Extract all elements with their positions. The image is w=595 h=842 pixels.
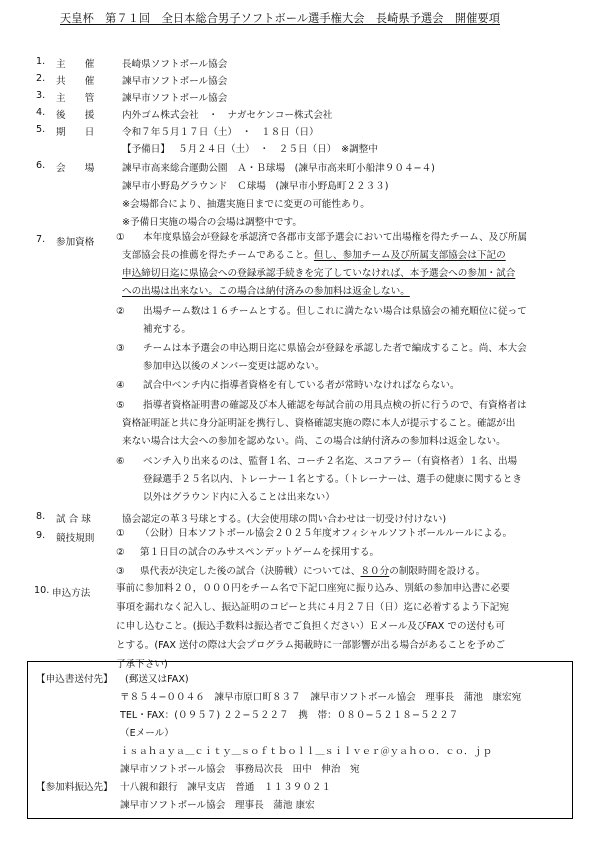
item-text: ベンチ入り出来るのは、監督１名、コーチ２名迄、スコアラー（有資格者）１名、出場 <box>143 456 518 467</box>
item-text: とする。(FAX 送付の際は大会プログラム掲載時に一部影響が出る場合があることを予めご <box>116 640 506 651</box>
section-label: 期 日 <box>56 127 95 138</box>
item-text: 来ない場合は大会への参加を認めない。尚、この場合は納付済みの参加料は返金しない。 <box>122 436 506 447</box>
item-number: ② <box>116 547 125 558</box>
item-text: （公財）日本ソフトボール協会２０２５年度オフィシャルソフトボールルールによる。 <box>140 528 513 539</box>
section-label: 主 催 <box>56 59 95 70</box>
item-number: ① <box>116 528 125 539</box>
item-text-underlined: 申込締切日迄に県協会への登録承認手続きを完了していなければ、本予選会への参加・試合 <box>122 268 516 279</box>
item-text: 指導者資格証明書の確認及び本人確認を毎試合前の用具点検の折に行うので、有資格者は <box>143 400 527 411</box>
venue-note: ※会場都合により、抽選実施日までに変更の可能性あり。 <box>122 199 370 210</box>
venue-line: 諫早市高来総合運動公園 Ａ・Ｂ球場 (諫早市高来町小船津９０４−４) <box>122 163 435 174</box>
section-label: 会 場 <box>56 163 95 174</box>
item-text: 事前に参加料２０，０００円をチーム名で下記口座宛に振り込み、別紙の参加申込書に必要 <box>116 583 510 594</box>
item-number: ④ <box>116 380 125 391</box>
item-text: 本年度県協会が登録を承認済で各郡市支部予選会において出場権を得たチーム、及び所属 <box>143 232 528 243</box>
section-value: 諫早市ソフトボール協会 <box>122 93 228 104</box>
item-number: ⑥ <box>116 456 125 467</box>
section-label: 申込方法 <box>52 588 91 599</box>
dest-contact: 諫早市ソフトボール協会 事務局次長 田中 伸治 宛 <box>120 764 360 775</box>
venue-line: 諫早市小野島グラウンド Ｃ球場 (諫早市小野島町２２３３) <box>122 181 389 192</box>
item-text: 以外はグラウンド内に入ることは出来ない） <box>143 492 335 503</box>
section-value: 令和７年５月１７日（土） ・ １８日（日） <box>122 127 319 138</box>
section-label: 共 催 <box>56 76 95 87</box>
section-label: 競技規則 <box>56 533 95 544</box>
section-number: 2. <box>36 73 46 84</box>
item-number: ③ <box>116 343 125 354</box>
item-text: チームは本予選会の申込期日迄に県協会が登録を承認した者で編成すること。尚、本大会 <box>143 343 527 354</box>
time-limit-underlined: ８０分 <box>360 566 390 577</box>
section-label: 主 管 <box>56 93 95 104</box>
dest-label: 【申込書送付先】 <box>36 674 113 685</box>
bank-account: 十八親和銀行 諫早支店 普通 １１３９０２１ <box>120 782 332 793</box>
section-number: 10. <box>34 585 50 596</box>
item-text-underlined: 但し、参加チーム及び所属支部協会は下記の <box>313 250 506 261</box>
dest-mode: (郵送又はFAX) <box>125 674 189 685</box>
section-label: 試 合 球 <box>56 514 91 525</box>
item-text-line <box>122 249 506 263</box>
item-text: に申し込むこと。(振込手数料は振込者でご負担ください）Ｅメール及びFAX での送付も可 <box>116 621 505 632</box>
section-value: 内外ゴム株式会社 ・ ナガセケンコー株式会社 <box>122 110 333 121</box>
item-text: の制限時間を設ける。 <box>389 566 486 577</box>
section-number: 5. <box>36 124 46 135</box>
document-title: 天皇杯 第７１回 全日本総合男子ソフトボール選手権大会 長崎県予選会 開催要項 <box>60 12 500 25</box>
item-text-line <box>140 565 485 579</box>
item-number: ⑤ <box>116 400 125 411</box>
item-text: 事項を漏れなく記入し、振込証明のコピーと共に４月２７日（日）迄に必着するよう下記宛 <box>116 602 509 613</box>
item-text: 試合中ベンチ内に指導者資格を有している者が常時いなければならない。 <box>143 380 460 391</box>
item-text: 出場チーム数は１６チームとする。但しこれに満たない場合は県協会の補充順位に従って <box>143 306 527 317</box>
item-text-underlined: への出場は出来ない。この場合は納付済みの参加料は返金しない。 <box>122 286 410 297</box>
item-text: 補充する。 <box>143 324 191 335</box>
section-label: 参加資格 <box>56 237 95 248</box>
account-holder: 諫早市ソフトボール協会 理事長 蒲池 康宏 <box>120 800 315 811</box>
item-text: 参加申込以後のメンバー変更は認めない。 <box>143 361 325 372</box>
section-label: 後 援 <box>56 110 95 121</box>
section-value: 長崎県ソフトボール協会 <box>122 59 228 70</box>
section-number: 1. <box>36 56 46 67</box>
reserve-day-label: 【予備日】 <box>122 144 170 155</box>
section-number: 9. <box>36 530 46 541</box>
section-number: 7. <box>36 234 46 245</box>
item-number: ① <box>116 232 125 243</box>
item-text: 了承下さい) <box>116 659 168 670</box>
email-address: ｉｓａｈａｙａ＿ｃｉｔｙ＿ｓｏｆｔｂｏｌｌ＿ｓｉｌｖｅｒ＠ｙａｈｏｏ．ｃｏ．ｊｐ <box>120 746 492 757</box>
section-number: 3. <box>36 90 46 101</box>
item-text: 第１日目の試合のみサスペンデットゲームを採用する。 <box>140 547 380 558</box>
item-number: ② <box>116 306 125 317</box>
reserve-day-value: ５月２４日（土） ・ ２５日（日） ※調整中 <box>178 144 378 155</box>
venue-note: ※予備日実施の場合の会場は調整中です。 <box>122 217 302 228</box>
email-label: （Eメール） <box>120 728 174 739</box>
fee-label: 【参加料振込先】 <box>36 782 113 793</box>
section-value: 諫早市ソフトボール協会 <box>122 76 228 87</box>
section-number: 6. <box>36 160 46 171</box>
item-text: 登録選手２５名以内、トレーナー１名とする。（トレーナーは、選手の健康に関するとき <box>143 474 522 485</box>
dest-address: 〒８５４−００４６ 諫早市原口町８３７ 諫早市ソフトボール協会 理事長 蒲池 康宏宛 <box>120 692 522 703</box>
item-number: ③ <box>116 566 125 577</box>
item-text: 県代表が決定した後の試合（決勝戦）については、 <box>140 566 361 577</box>
item-text: 支部協会長の推薦を得たチームであること。 <box>122 250 314 261</box>
section-number: 8. <box>36 511 46 522</box>
section-value: 協会認定の革３号球とする。(大会使用球の問い合わせは一切受け付けない) <box>122 514 447 525</box>
item-text: 資格証明証と共に身分証明証を携行し、資格確認実施の際に本人が提示すること。確認が出 <box>122 418 516 429</box>
section-number: 4. <box>36 107 46 118</box>
dest-phone: TEL・FAX：(０９５７) ２２−５２２７ 携 帯：０８０−５２１８−５２２７ <box>120 710 459 721</box>
